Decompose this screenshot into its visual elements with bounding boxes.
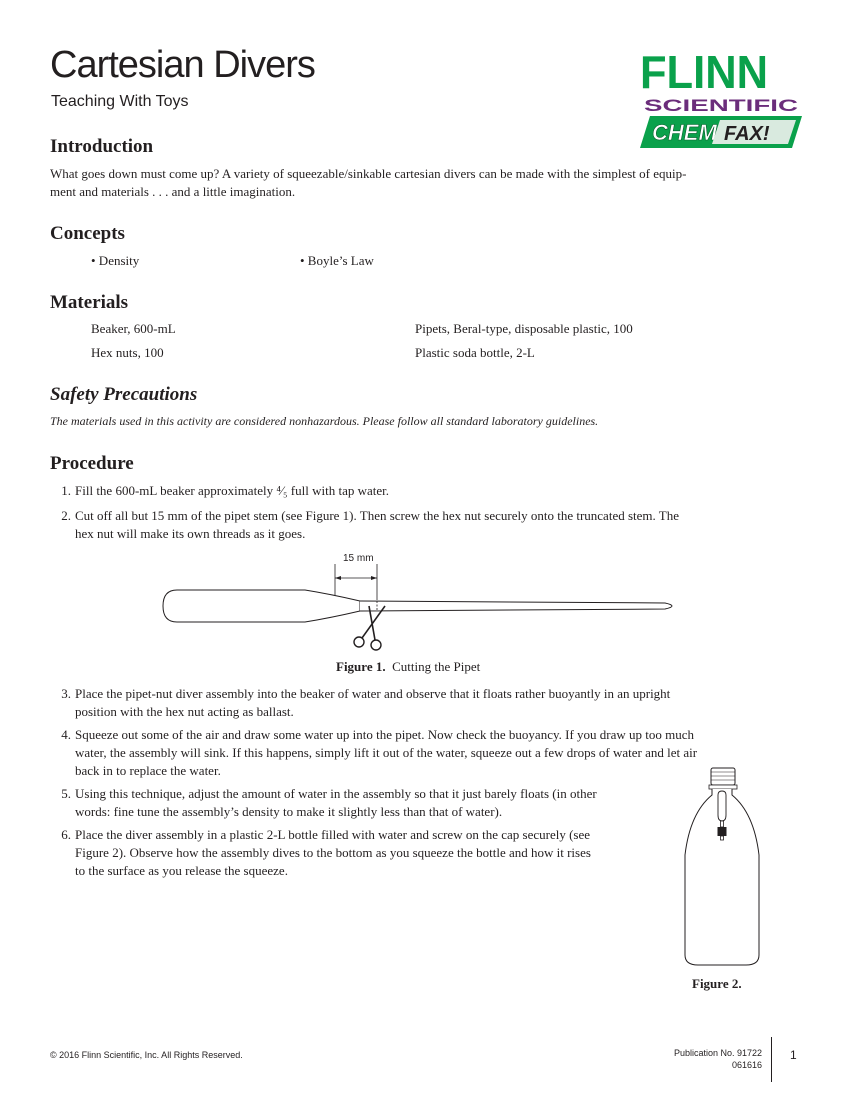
step-line: Place the diver assembly in a plastic 2-L bottle filled with water and screw on the cap securely (see — [75, 827, 590, 842]
pipet-stem — [360, 601, 672, 611]
pipet-bulb — [163, 590, 360, 622]
step-line: Fill the 600-mL beaker approximately ⁴⁄₅ full with tap water. — [75, 483, 390, 498]
procedure-heading: Procedure — [50, 453, 134, 474]
figure-1-caption — [336, 659, 480, 675]
page-subtitle: Teaching With Toys — [51, 93, 189, 110]
dimension-arrowhead-right — [371, 576, 377, 580]
logo-fax-text: FAX! — [724, 123, 770, 145]
introduction-text — [50, 165, 795, 201]
step-line: to the surface as you release the squeeze. — [75, 863, 288, 878]
scissors-icon — [354, 606, 385, 650]
step-line: hex nut will make its own threads as it goes. — [75, 526, 306, 541]
procedure-step-6 — [61, 826, 675, 880]
step-line: Cut off all but 15 mm of the pipet stem (see Figure 1). Then screw the hex nut securely onto the truncated stem. The — [75, 508, 679, 523]
material-item: Hex nuts, 100 — [91, 345, 164, 360]
diver-stem — [721, 821, 724, 827]
page-title: Cartesian Divers — [50, 44, 315, 86]
figure-1-caption-text: Cutting the Pipet — [392, 659, 481, 674]
logo-flinn-text: FLINN — [640, 48, 768, 98]
pipet-drawing — [155, 548, 685, 658]
diver-bulb — [718, 791, 726, 821]
figure-2-label: Figure 2. — [692, 976, 742, 991]
footer-divider — [771, 1037, 772, 1082]
concepts-heading: Concepts — [50, 223, 125, 244]
step-line: Place the pipet-nut diver assembly into the beaker of water and observe that it floats rather buoyantly in an upright — [75, 686, 671, 701]
diver-hex-nut — [718, 827, 727, 836]
introduction-heading: Introduction — [50, 136, 154, 157]
dimension-label: 15 mm — [343, 553, 374, 564]
figure-1-pipet-diagram — [155, 548, 685, 658]
step-number: 6. — [61, 827, 71, 842]
step-number: 1. — [61, 483, 71, 498]
step-line: Figure 2). Observe how the assembly dives to the bottom as you squeeze the bottle and how it rises — [75, 845, 591, 860]
step-number: 2. — [61, 508, 71, 523]
introduction-line: What goes down must come up? A variety of squeezable/sinkable cartesian divers can be made with the simplest of equip- — [50, 166, 687, 181]
step-number: 4. — [61, 727, 71, 742]
material-item: Beaker, 600-mL — [91, 321, 176, 336]
procedure-step-3 — [61, 685, 795, 721]
safety-text: The materials used in this activity are considered nonhazardous. Please follow all standard laboratory guidelines. — [50, 414, 599, 428]
page-number: 1 — [790, 1048, 797, 1062]
footer-publication-number: Publication No. 91722 — [673, 1048, 762, 1058]
figure-2-caption — [692, 976, 742, 992]
figure-1-label: Figure 1. — [336, 659, 386, 674]
step-number: 5. — [61, 786, 71, 801]
logo-chem-text: CHEM — [652, 120, 717, 145]
step-line: water, the assembly will sink. If this happens, simply lift it out of the water, squeeze out a few drops of water and let air — [75, 745, 698, 760]
step-line: Using this technique, adjust the amount of water in the assembly so that it just barely floats (in other — [75, 786, 597, 801]
flinn-chemfax-logo — [640, 48, 802, 152]
bottle-cap — [711, 768, 735, 785]
introduction-line: ment and materials . . . and a little imagination. — [50, 184, 296, 199]
step-line: position with the hex nut acting as ballast. — [75, 704, 294, 719]
logo-graphic — [640, 48, 802, 152]
concept-item: • Density — [91, 253, 140, 268]
material-item: Plastic soda bottle, 2-L — [415, 345, 535, 360]
footer-copyright: © 2016 Flinn Scientific, Inc. All Rights Reserved. — [50, 1050, 243, 1060]
step-line: back in to replace the water. — [75, 763, 221, 778]
safety-heading: Safety Precautions — [50, 384, 198, 405]
procedure-step-1 — [61, 482, 795, 500]
material-item: Pipets, Beral-type, disposable plastic, 100 — [415, 321, 633, 336]
step-line: Squeeze out some of the air and draw some water up into the pipet. Now check the buoyancy. If you draw up too much — [75, 727, 695, 742]
figure-2-bottle-diagram — [676, 765, 768, 970]
step-line: words: fine tune the assembly’s density to make it slightly less than that of water). — [75, 804, 503, 819]
procedure-step-2 — [61, 507, 795, 543]
step-number: 3. — [61, 686, 71, 701]
logo-scientific-text: SCIENTIFIC — [644, 96, 798, 115]
procedure-step-5 — [61, 785, 675, 821]
materials-heading: Materials — [50, 292, 129, 313]
footer-date-code: 061616 — [731, 1060, 762, 1070]
bottle-drawing — [676, 765, 768, 970]
concept-item: • Boyle’s Law — [300, 253, 374, 268]
dimension-arrowhead-left — [335, 576, 341, 580]
